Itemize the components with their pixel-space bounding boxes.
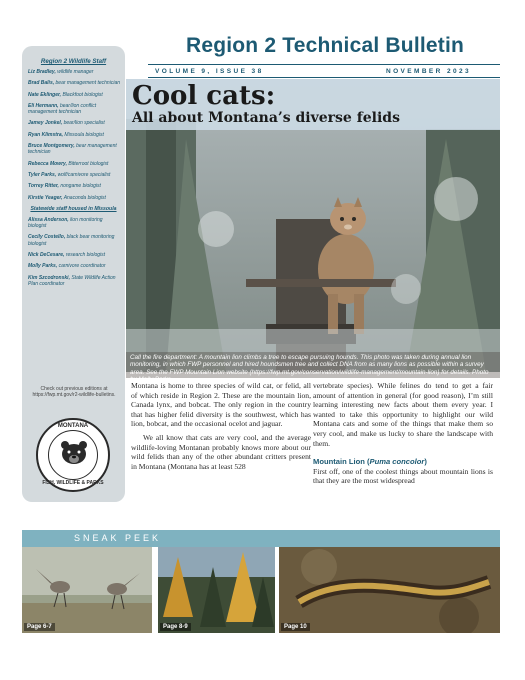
staff-member: [26, 217, 121, 230]
article-column-1: [131, 381, 311, 471]
staff-member: [26, 172, 121, 178]
staff-member: [26, 132, 121, 138]
thumb-page-10[interactable]: [279, 547, 500, 633]
staff-role: wolf/carnivore specialist: [57, 171, 111, 178]
staff-role: Missoula biologist: [64, 131, 104, 138]
article-paragraph-2: We all know that cats are very cool, and the average wildlife-loving Montanan probably knows more about our wild felids than any of the other abundant critters present in Montana (Montana has at least 528: [131, 432, 311, 471]
staff-sidebar: [22, 46, 125, 502]
staff-role: carnivore coordinator: [58, 263, 106, 270]
section-heading-scientific-name: Puma concolor: [369, 457, 425, 467]
staff-member: [26, 80, 121, 86]
article-column-2: [313, 381, 493, 486]
salamander-photo: [279, 547, 500, 633]
staff-member: [26, 234, 121, 247]
staff-role: black bear monitoring biologist: [28, 234, 115, 247]
staff-role: research biologist: [65, 252, 105, 259]
staff-member: [26, 92, 121, 98]
header-rule-top: [148, 64, 500, 65]
article-paragraph-4: First off, one of the coolest things about mountain lions is that they are the most widespread: [313, 466, 493, 486]
staff-member: [26, 120, 121, 126]
thumb-page-8-9[interactable]: [158, 547, 275, 633]
headline-box: [126, 79, 500, 130]
staff-name: Kirstie Yeager,: [28, 194, 63, 201]
staff-role: bear management technician: [28, 143, 117, 156]
statewide-title: Statewide staff housed in Missoula: [30, 205, 117, 212]
staff-member: [26, 69, 121, 75]
staff-name: Bruce Montgomery,: [28, 143, 75, 150]
staff-member: [26, 183, 121, 189]
issue-date: NOVEMBER 2023: [386, 68, 472, 75]
staff-name: Torrey Ritter,: [28, 183, 59, 190]
logo-top-text: MONTANA: [57, 423, 89, 429]
article-paragraph-3: vertebrate species). While felines do tend to get a fair amount of attention in general (for good reason), I’m still learning interesting new facts about them every year. I wanted to take this opportunity to highlight our wild Montana cats and some of the things that make them so very cool, and make us lucky to share the landscape with them.: [313, 381, 493, 448]
staff-name: Jamey Jonkel,: [28, 120, 63, 127]
page-label-10: Page 10: [281, 623, 310, 631]
staff-member: [26, 263, 121, 269]
article-headline: Cool cats:: [132, 81, 276, 111]
staff-list: [26, 69, 121, 201]
staff-member: [26, 143, 121, 156]
header-rule-bottom: [148, 77, 500, 78]
staff-role: lion monitoring biologist: [28, 216, 103, 230]
section-heading-text: Mountain Lion (: [313, 457, 370, 467]
bulletin-title: Region 2 Technical Bulletin: [185, 34, 465, 57]
staff-member: [26, 103, 121, 116]
sneak-peek-bar: [22, 530, 500, 547]
bear-icon: [57, 438, 91, 468]
staff-member: [26, 252, 121, 258]
photo-caption: Call the fire department: A mountain lion climbs a tree to escape pursuing hounds. This photo was taken during annual lion monitoring, in which FWP personnel and hired houndsmen tree and collect DNA from as many lions as possible within a survey area. See the FWP Mountain Lion website (https://fwp.mt.gov/conservation/wildlife-management/mountain-lion) for details. Photo by Molly Parks.: [126, 352, 500, 378]
previous-editions-link[interactable]: Check out previous editions at https://fwp.mt.gov/r2-wildlife-bulletins.: [32, 386, 116, 399]
section-heading-mountain-lion: [313, 457, 493, 467]
staff-name: Rebecca Mowry,: [28, 160, 67, 167]
staff-name: Nick DeCesare,: [28, 252, 65, 259]
statewide-list: [26, 217, 121, 287]
staff-name: Molly Parks,: [28, 263, 58, 270]
staff-role: bear management technician: [55, 80, 121, 87]
staff-role: wildlife manager: [57, 69, 94, 75]
staff-role: bear/lion specialist: [63, 120, 105, 127]
page-label-6-7: Page 6-7: [24, 623, 55, 631]
staff-member: [26, 195, 121, 201]
staff-role: bear/lion conflict management technician: [28, 102, 97, 116]
staff-title: Region 2 Wildlife Staff: [40, 58, 107, 65]
staff-role: State Wildlife Action Plan coordinator: [28, 274, 116, 287]
cranes-photo: [22, 547, 152, 633]
staff-member: [26, 275, 121, 288]
fwp-logo: [36, 418, 110, 492]
staff-name: Nate Eklinger,: [28, 91, 62, 98]
section-heading-close: ): [424, 457, 427, 467]
staff-name: Alissa Anderson,: [28, 216, 69, 223]
logo-bottom-text: FISH, WILDLIFE & PARKS: [42, 480, 104, 486]
article-subhead: All about Montana’s diverse felids: [132, 110, 400, 126]
staff-role: nongame biologist: [60, 183, 101, 190]
staff-role: Blackfoot biologist: [62, 91, 103, 98]
staff-name: Kim Szcodronski,: [28, 274, 70, 281]
staff-role: Bitterroot biologist: [68, 160, 109, 167]
staff-name: Tyler Parks,: [28, 171, 57, 178]
staff-name: Cecily Costello,: [28, 234, 66, 241]
sneak-peek-label: SNEAK PEEK: [74, 533, 162, 543]
staff-member: [26, 161, 121, 167]
page-label-8-9: Page 8-9: [160, 623, 191, 631]
staff-name: Brad Balis,: [28, 80, 55, 87]
larch-forest-photo: [158, 547, 275, 633]
staff-role: Anaconda biologist: [63, 194, 106, 201]
volume-issue: VOLUME 9, ISSUE 38: [155, 68, 264, 75]
staff-name: Ryan Klimstra,: [28, 131, 64, 138]
article-paragraph-1: Montana is home to three species of wild cat, or felid, all of which reside in Region 2. These are the mountain lion, Canada lynx, and bobcat. The only region in the country that has higher felid diversity is the southwest, which has lion, bobcat, and the occasional ocelot and jaguar.: [131, 381, 311, 429]
staff-name: Liz Bradley,: [28, 69, 56, 75]
thumb-page-6-7[interactable]: [22, 547, 152, 633]
staff-name: Eli Hermann,: [28, 102, 59, 109]
